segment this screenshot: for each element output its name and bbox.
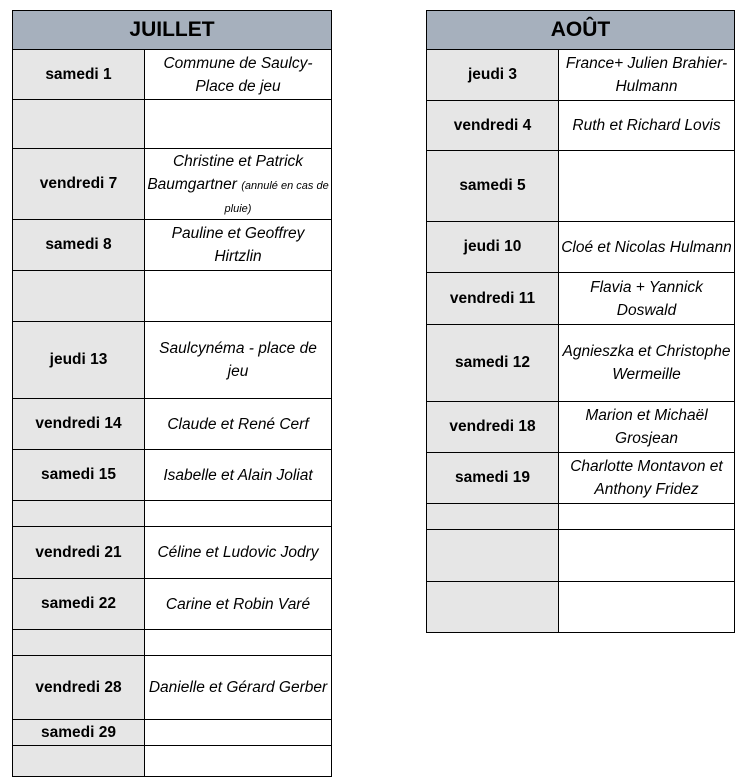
day-cell: samedi 12 <box>427 325 559 402</box>
host-name: Isabelle et Alain Joliat <box>163 466 313 484</box>
table-row <box>13 399 332 450</box>
day-cell: vendredi 28 <box>13 656 145 720</box>
day-cell: vendredi 21 <box>13 527 145 579</box>
day-cell: vendredi 14 <box>13 399 145 450</box>
day-cell: samedi 19 <box>427 453 559 504</box>
table-row <box>427 453 735 504</box>
host-name: Céline et Ludovic Jodry <box>157 544 319 561</box>
day-cell <box>427 530 559 582</box>
day-cell <box>427 582 559 633</box>
host-cell <box>559 402 735 453</box>
day-cell <box>13 746 145 777</box>
host-name: Claude et René Cerf <box>167 415 309 433</box>
host-cell <box>145 501 332 527</box>
day-cell: samedi 1 <box>13 50 145 100</box>
host-name: France+ Julien Brahier-Hulmann <box>565 55 728 95</box>
table-row <box>13 149 332 220</box>
host-cell <box>559 222 735 273</box>
host-name: Flavia + Yannick Doswald <box>590 278 703 319</box>
day-cell: samedi 8 <box>13 220 145 271</box>
table-row <box>13 322 332 399</box>
july-rows <box>13 50 332 777</box>
day-cell: vendredi 7 <box>13 149 145 220</box>
day-cell <box>13 630 145 656</box>
table-row <box>13 527 332 579</box>
host-cell <box>559 151 735 222</box>
host-cell <box>145 50 332 100</box>
host-note: (annulé en cas de pluie) <box>224 179 329 215</box>
host-cell <box>559 273 735 325</box>
table-row <box>13 579 332 630</box>
table-header-row <box>427 11 735 50</box>
host-name: Ruth et Richard Lovis <box>572 117 721 134</box>
day-cell: samedi 22 <box>13 579 145 630</box>
day-cell: vendredi 18 <box>427 402 559 453</box>
day-cell <box>427 504 559 530</box>
host-name: Cloé et Nicolas Hulmann <box>561 238 732 256</box>
table-row <box>13 450 332 501</box>
august-rows <box>427 50 735 633</box>
july-table <box>12 10 332 777</box>
host-cell <box>559 504 735 530</box>
host-name: Marion et Michaël Grosjean <box>585 407 708 447</box>
table-row <box>427 50 735 101</box>
table-row <box>427 151 735 222</box>
host-cell <box>145 720 332 746</box>
table-row <box>13 271 332 322</box>
table-header-row <box>13 11 332 50</box>
host-cell <box>559 101 735 151</box>
host-cell <box>145 746 332 777</box>
table-row <box>427 582 735 633</box>
host-cell <box>145 149 332 220</box>
day-cell <box>13 501 145 527</box>
table-row <box>427 530 735 582</box>
month-title: AOÛT <box>427 11 735 50</box>
host-cell <box>559 453 735 504</box>
host-name: Commune de Saulcy-Place de jeu <box>163 54 313 95</box>
host-cell <box>145 100 332 149</box>
day-cell: jeudi 13 <box>13 322 145 399</box>
day-cell <box>13 271 145 322</box>
host-name: Danielle et Gérard Gerber <box>148 679 328 696</box>
table-row <box>13 100 332 149</box>
table-row <box>13 220 332 271</box>
host-cell <box>559 50 735 101</box>
host-cell <box>145 630 332 656</box>
host-cell <box>559 582 735 633</box>
host-cell <box>145 579 332 630</box>
day-cell <box>13 100 145 149</box>
host-name: Carine et Robin Varé <box>165 595 311 613</box>
host-name: Saulcynéma - place de jeu <box>159 340 317 380</box>
table-row <box>427 273 735 325</box>
host-name: Charlotte Montavon et Anthony Fridez <box>570 458 723 498</box>
host-cell <box>559 530 735 582</box>
table-row <box>427 101 735 151</box>
table-row <box>427 325 735 402</box>
table-row <box>427 504 735 530</box>
day-cell: samedi 15 <box>13 450 145 501</box>
table-row <box>427 402 735 453</box>
day-cell: samedi 5 <box>427 151 559 222</box>
host-name: Agnieszka et Christophe Wermeille <box>562 343 731 383</box>
host-cell <box>559 325 735 402</box>
table-row <box>13 656 332 720</box>
table-row <box>13 720 332 746</box>
table-row <box>427 222 735 273</box>
month-title: JUILLET <box>13 11 332 50</box>
day-cell: vendredi 4 <box>427 101 559 151</box>
host-cell <box>145 450 332 501</box>
host-cell <box>145 527 332 579</box>
table-row <box>13 630 332 656</box>
host-cell <box>145 220 332 271</box>
host-cell <box>145 322 332 399</box>
host-cell <box>145 271 332 322</box>
day-cell: vendredi 11 <box>427 273 559 325</box>
host-cell <box>145 656 332 720</box>
table-row <box>13 50 332 100</box>
host-name: Christine et Patrick Baumgartner <box>147 152 304 193</box>
august-table <box>426 10 735 633</box>
host-name: Pauline et Geoffrey Hirtzlin <box>171 225 305 265</box>
table-row <box>13 746 332 777</box>
day-cell: jeudi 3 <box>427 50 559 101</box>
host-cell <box>145 399 332 450</box>
day-cell: samedi 29 <box>13 720 145 746</box>
day-cell: jeudi 10 <box>427 222 559 273</box>
table-row <box>13 501 332 527</box>
